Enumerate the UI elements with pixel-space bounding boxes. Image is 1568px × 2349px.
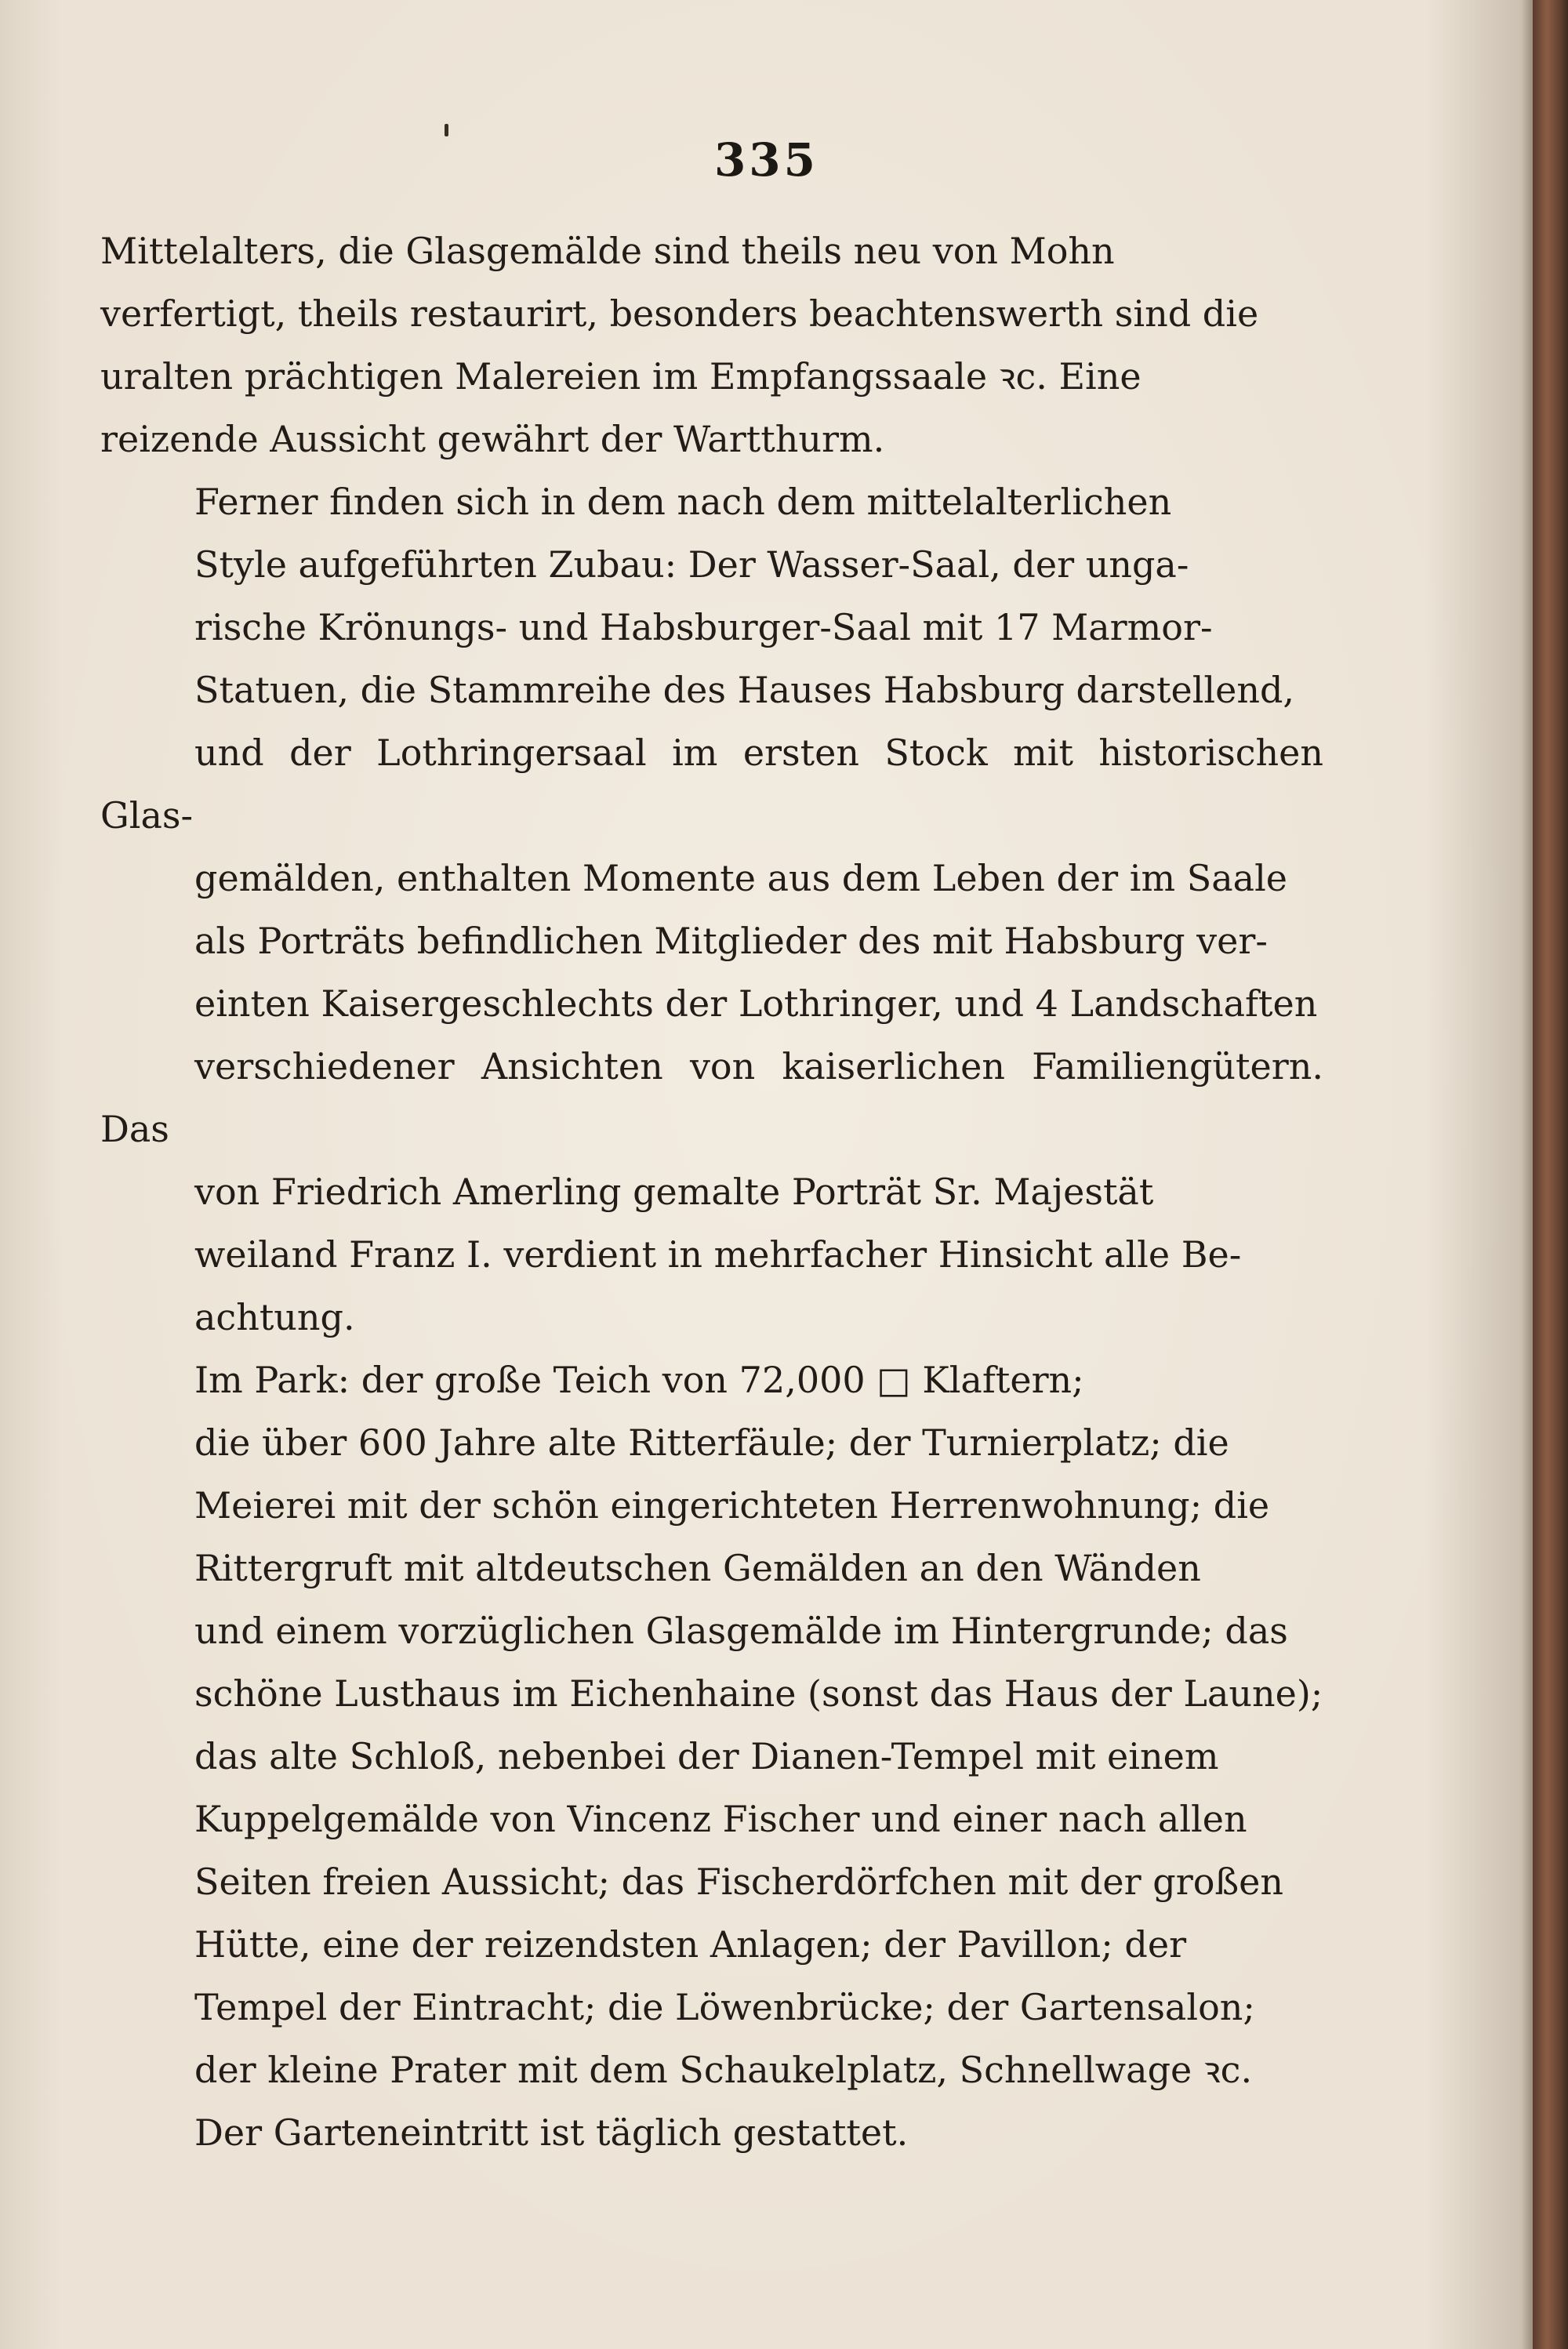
- text-line: Statuen, die Stammreihe des Hauses Habsburg darstellend,: [194, 669, 1295, 711]
- body-text: [100, 220, 1323, 2164]
- text-line: reizende Aussicht gewährt der Wartthurm.: [100, 418, 885, 460]
- text-line: der kleine Prater mit dem Schaukelplatz, Schnellwage ꝛc.: [194, 2049, 1253, 2091]
- text-line: Mittelalters, die Glasgemälde sind theils neu von Mohn: [100, 230, 1115, 272]
- text-line: uralten prächtigen Malereien im Empfangssaale ꝛc. Eine: [100, 355, 1142, 398]
- text-line: Tempel der Eintracht; die Löwenbrücke; der Gartensalon;: [194, 1986, 1255, 2028]
- text-line: Der Garteneintritt ist täglich gestattet.: [194, 2111, 909, 2154]
- paragraph-4: [100, 2101, 1323, 2164]
- text-line: und einem vorzüglichen Glasgemälde im Hintergrunde; das: [194, 1610, 1288, 1652]
- text-line: Ferner finden sich in dem nach dem mittelalterlichen: [194, 481, 1172, 523]
- paragraph-2: [100, 470, 1323, 1349]
- page-number: 335: [713, 133, 819, 187]
- paragraph-3: [100, 1349, 1323, 2101]
- book-binding-edge: [1533, 0, 1568, 2349]
- text-line: weiland Franz I. verdient in mehrfacher Hinsicht alle Be-: [194, 1233, 1242, 1276]
- text-line: Meierei mit der schön eingerichteten Herrenwohnung; die: [194, 1484, 1270, 1527]
- text-line: Kuppelgemälde von Vincenz Fischer und einer nach allen: [194, 1798, 1247, 1840]
- text-line: verfertigt, theils restaurirt, besonders beachtenswerth sind die: [100, 292, 1259, 335]
- text-line: Rittergruft mit altdeutschen Gemälden an den Wänden: [194, 1547, 1201, 1589]
- text-line: rische Krönungs- und Habsburger-Saal mit 17 Marmor-: [194, 606, 1213, 648]
- text-line: schöne Lusthaus im Eichenhaine (sonst das Haus der Laune);: [194, 1672, 1323, 1715]
- paragraph-1: [100, 220, 1323, 470]
- text-line: und der Lothringersaal im ersten Stock mit historischen Glas-: [100, 732, 1323, 837]
- text-line: Hütte, eine der reizendsten Anlagen; der Pavillon; der: [194, 1923, 1187, 1966]
- text-line: von Friedrich Amerling gemalte Porträt Sr. Majestät: [194, 1171, 1154, 1213]
- text-line: die über 600 Jahre alte Ritterfäule; der Turnierplatz; die: [194, 1421, 1229, 1464]
- page-gutter-shadow: [1521, 0, 1534, 2349]
- text-line: Seiten freien Aussicht; das Fischerdörfchen mit der großen: [194, 1861, 1283, 1903]
- text-line: Im Park: der große Teich von 72,000 □ Klaftern;: [194, 1359, 1084, 1401]
- text-line: verschiedener Ansichten von kaiserlichen Familiengütern. Das: [100, 1045, 1323, 1150]
- text-line: das alte Schloß, nebenbei der Dianen-Tempel mit einem: [194, 1735, 1219, 1777]
- text-line: einten Kaisergeschlechts der Lothringer, und 4 Landschaften: [194, 982, 1318, 1025]
- text-line: achtung.: [194, 1296, 355, 1338]
- text-line: als Porträts befindlichen Mitglieder des mit Habsburg ver-: [194, 920, 1268, 962]
- text-line: gemälden, enthalten Momente aus dem Leben der im Saale: [194, 857, 1288, 899]
- text-line: Style aufgeführten Zubau: Der Wasser-Saal, der unga-: [194, 543, 1189, 586]
